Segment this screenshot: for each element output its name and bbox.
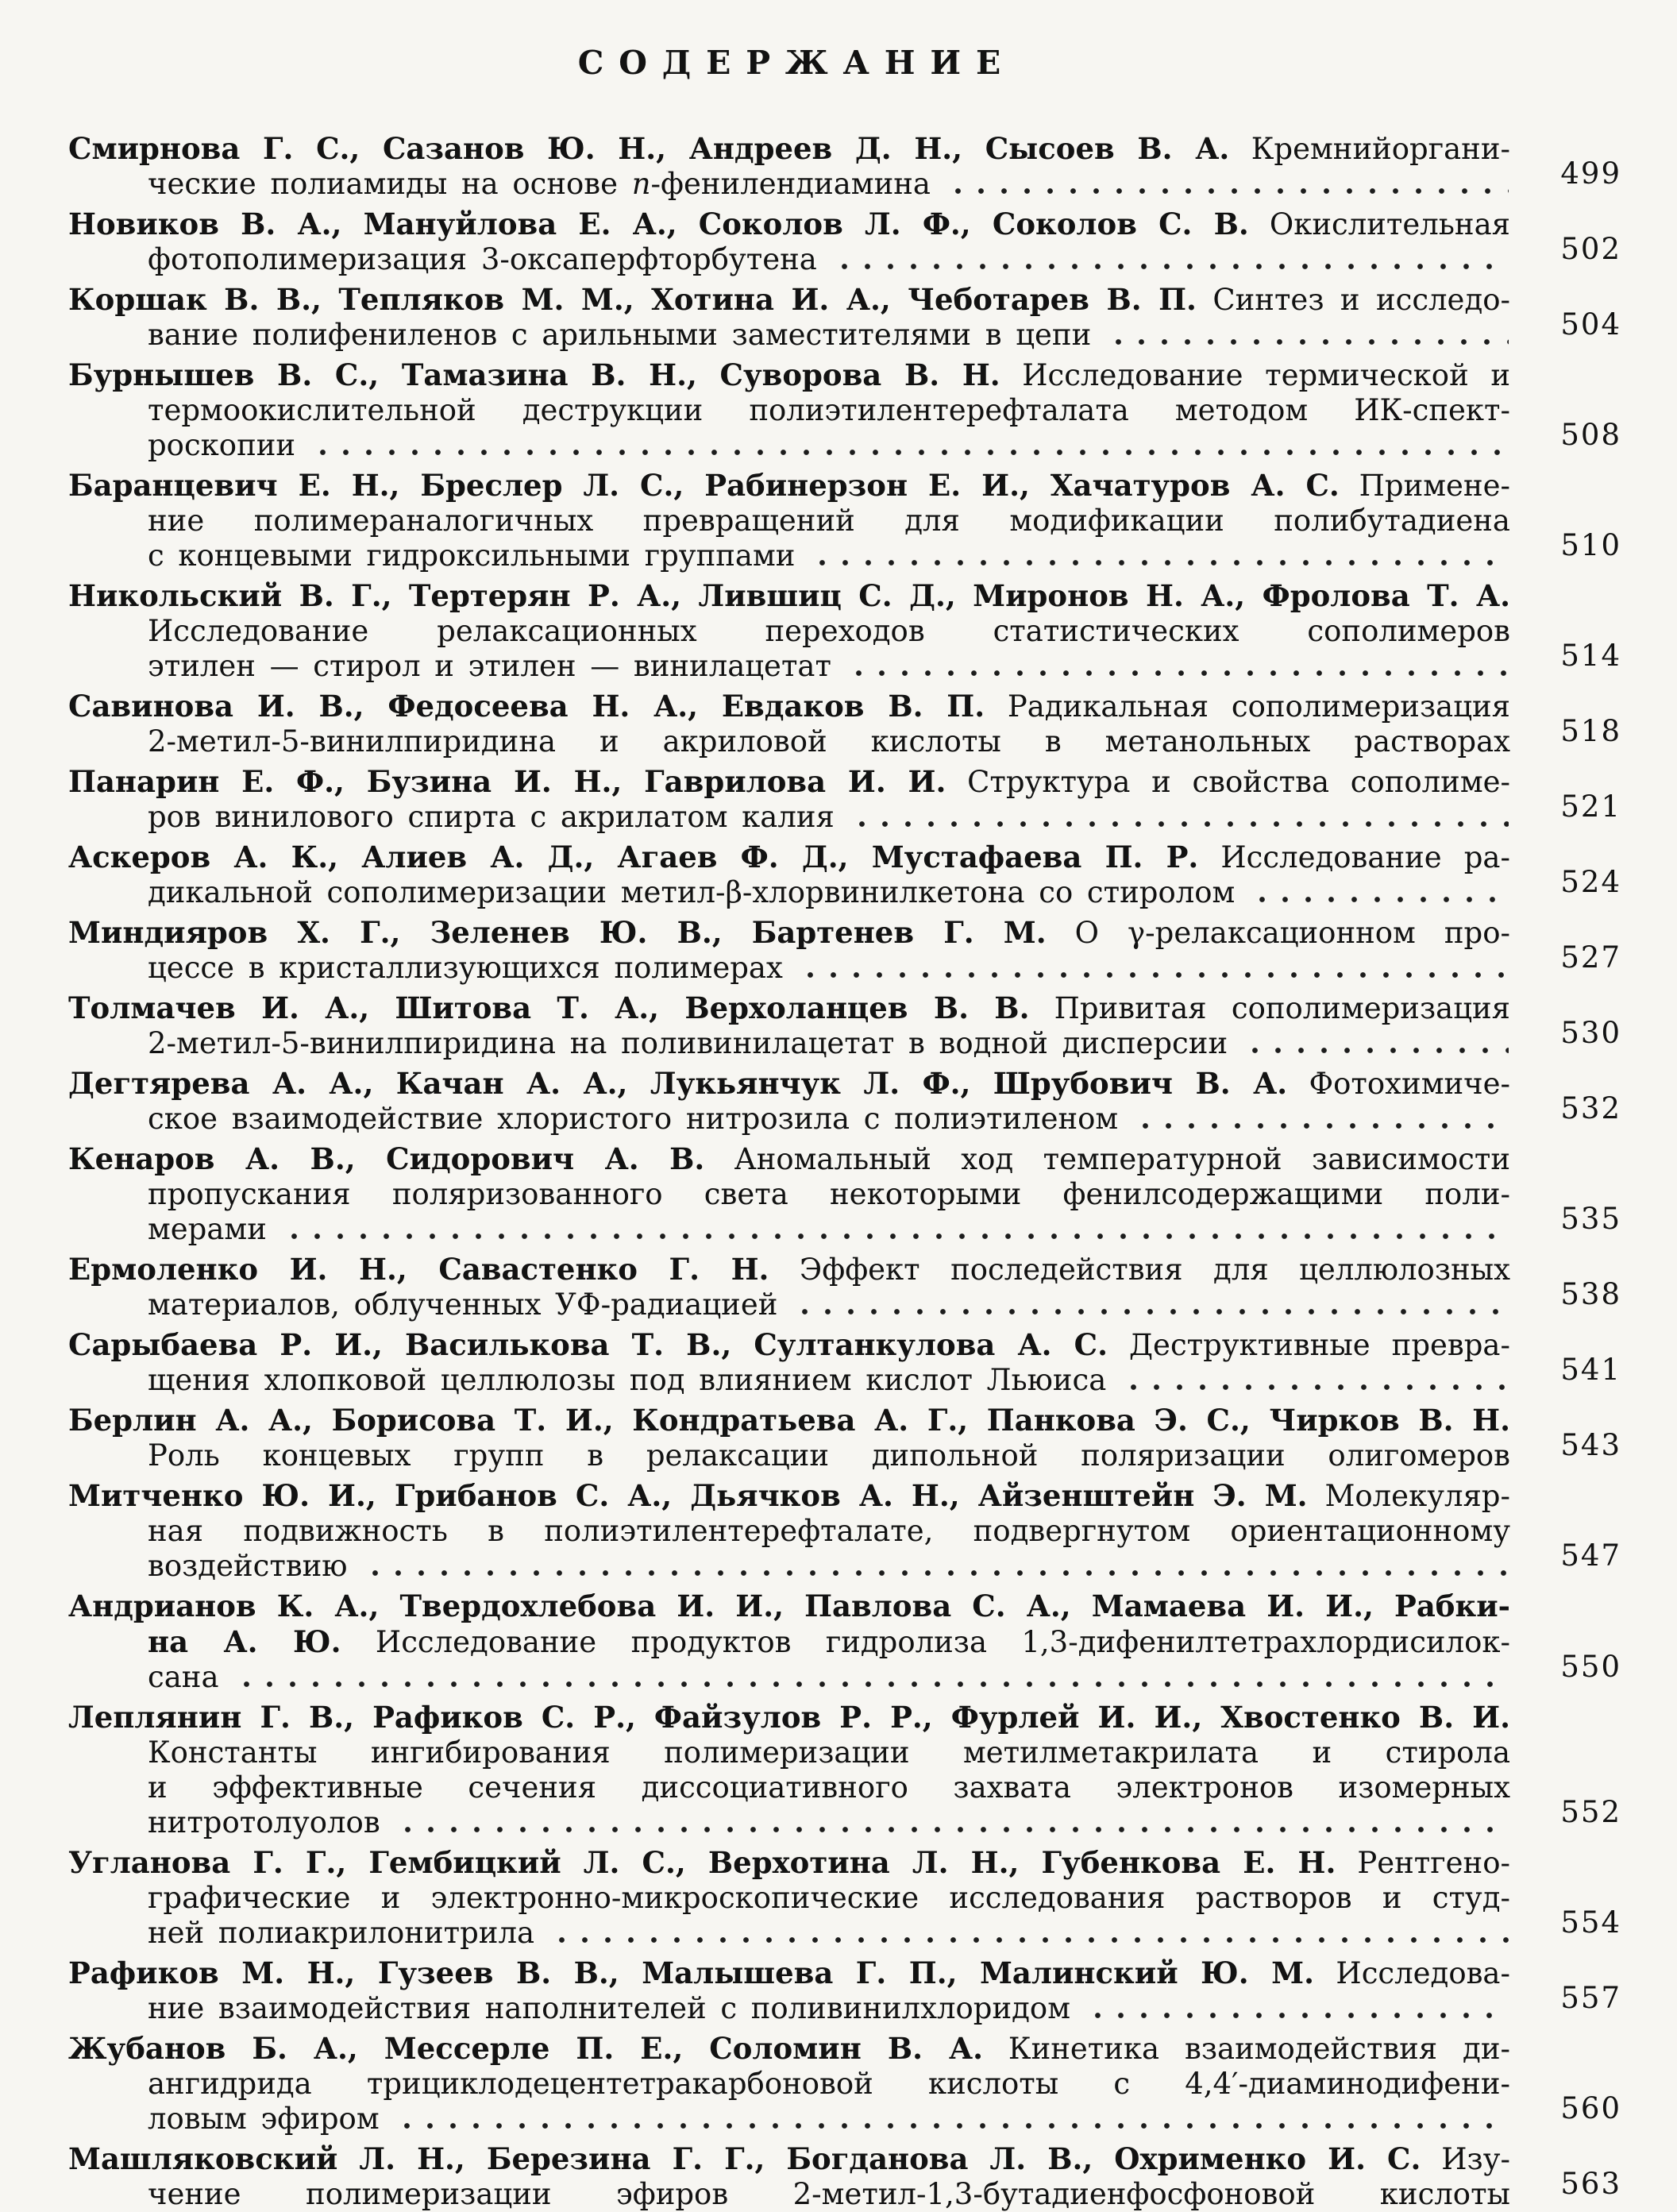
toc-line-text xyxy=(148,1287,777,1322)
toc-title-text: n xyxy=(631,167,651,201)
toc-line-text xyxy=(148,428,295,463)
toc-title-text: ная подвижность в полиэтилентерефталате, подвергнутом ориентационному xyxy=(148,1514,1510,1548)
toc-line-text xyxy=(68,1700,1510,1735)
toc-line-text xyxy=(148,1805,380,1840)
toc-entry-text xyxy=(68,840,1510,910)
toc-entry xyxy=(68,1700,1621,1840)
toc-title-text: Деструктивные превра- xyxy=(1107,1328,1510,1362)
toc-entry xyxy=(68,990,1621,1061)
toc-page-number: 508 xyxy=(1560,418,1621,452)
toc-page-number: 560 xyxy=(1560,2091,1621,2125)
toc-title-text: Роль концевых групп в релаксации дипольной поляризации олигомеров xyxy=(148,1438,1510,1473)
toc-page-number: 554 xyxy=(1560,1905,1621,1940)
dot-leader xyxy=(788,1287,1509,1322)
toc-line-text xyxy=(148,318,1091,353)
toc-title-text: Аномальный ход температурной зависимости xyxy=(704,1142,1510,1176)
toc-title-text: щения хлопковой целлюлозы под влиянием кислот Льюиса xyxy=(148,1363,1107,1397)
toc-title-text: ние полимераналогичных превращений для модификации полибутадиена xyxy=(148,504,1510,538)
toc-line-text xyxy=(68,469,1510,503)
toc-authors: Андрианов К. А., Твердохлебова И. И., Павлова С. А., Мамаева И. И., Рабки- xyxy=(68,1589,1510,1623)
toc-title-text: Кинетика взаимодействия ди- xyxy=(983,2032,1510,2066)
toc-entry-text xyxy=(68,2141,1510,2212)
dot-leader xyxy=(306,428,1509,463)
toc-line-text xyxy=(148,1625,1510,1659)
toc-line xyxy=(68,800,1510,835)
toc-line xyxy=(68,840,1510,875)
toc-title-text: 2-метил-5-винилпиридина и акриловой кислоты в метанольных растворах xyxy=(148,724,1510,759)
toc-authors: Дегтярева А. А., Качан А. А., Лукьянчук Л. Ф., Шрубович В. А. xyxy=(68,1066,1288,1101)
toc-line-text xyxy=(68,1142,1510,1176)
toc-title-text: термоокислительной деструкции полиэтилентерефталата методом ИК-спект- xyxy=(148,393,1510,427)
toc-entry xyxy=(68,1327,1621,1398)
toc-line-text xyxy=(148,1770,1510,1805)
toc-line-text xyxy=(148,2067,1510,2101)
toc-title-text: с концевыми гидроксильными группами xyxy=(148,539,796,573)
toc-line-text xyxy=(68,840,1510,874)
toc-title-text: ловым эфиром xyxy=(148,2102,380,2136)
toc-entry-text xyxy=(68,1403,1510,1473)
dot-leader xyxy=(546,1916,1509,1951)
toc-title-text: Молекуляр- xyxy=(1307,1479,1510,1513)
toc-line-text xyxy=(148,800,835,835)
toc-line xyxy=(68,1327,1510,1363)
toc-line xyxy=(68,1624,1510,1660)
toc-line xyxy=(68,1252,1510,1287)
toc-entry-text xyxy=(68,1589,1510,1695)
toc-title-text: Окислительная xyxy=(1248,207,1510,241)
toc-authors: Савинова И. В., Федосеева Н. А., Евдаков В. П. xyxy=(68,689,985,724)
toc-authors: Леплянин Г. В., Рафиков С. Р., Файзулов Р. Р., Фурлей И. И., Хвостенко В. И. xyxy=(68,1700,1510,1735)
toc-line xyxy=(68,393,1510,428)
toc-title-text: фотополимеризация 3-оксаперфторбутена xyxy=(148,242,817,276)
toc-title-text: вание полифениленов с арильными заместителями в цепи xyxy=(148,318,1092,352)
toc-line xyxy=(68,578,1510,614)
dot-leader xyxy=(794,951,1509,986)
toc-line xyxy=(68,1177,1510,1212)
toc-line xyxy=(68,1403,1510,1438)
toc-title-text: чение полимеризации эфиров 2-метил-1,3-бутадиенфосфоновой кислоты xyxy=(148,2177,1510,2211)
toc-line-text xyxy=(68,132,1510,166)
toc-line xyxy=(68,282,1510,318)
toc-line xyxy=(68,1549,1510,1584)
toc-page-number: 510 xyxy=(1560,528,1621,562)
toc-line-text xyxy=(148,1916,534,1951)
toc-title-text: ние взаимодействия наполнителей с поливинилхлоридом xyxy=(148,1991,1070,2025)
toc-title-text: ческие полиамиды на основе xyxy=(148,167,632,201)
dot-leader xyxy=(1117,1363,1509,1398)
toc-line xyxy=(68,724,1510,759)
toc-authors: Бурнышев В. С., Тамазина В. Н., Суворова В. Н. xyxy=(68,357,1000,392)
toc-title-text: ров винилового спирта с акрилатом калия xyxy=(148,800,835,834)
toc-line xyxy=(68,1916,1510,1951)
toc-line xyxy=(68,1026,1510,1061)
dot-leader xyxy=(278,1212,1509,1247)
toc-page-number: 557 xyxy=(1560,1981,1621,2015)
toc-entry-text xyxy=(68,207,1510,277)
toc-entry xyxy=(68,578,1621,684)
toc-line xyxy=(68,2067,1510,2102)
toc-page-number: 543 xyxy=(1560,1428,1621,1462)
toc-line-text xyxy=(148,1026,1228,1061)
toc-title-text: нитротолуолов xyxy=(148,1805,380,1839)
toc-authors: Толмачев И. А., Шитова Т. А., Верхоланцев В. В. xyxy=(68,990,1030,1025)
toc-line xyxy=(68,1066,1510,1102)
toc-entry xyxy=(68,357,1621,463)
toc-line-text xyxy=(148,1549,348,1584)
toc-line-text xyxy=(148,504,1510,538)
toc-entry xyxy=(68,840,1621,910)
toc-page-number: 524 xyxy=(1560,865,1621,899)
toc-authors: Жубанов Б. А., Мессерле П. Е., Соломин В. А. xyxy=(68,2031,984,2066)
toc-page-number: 530 xyxy=(1560,1016,1621,1050)
toc-authors: Никольский В. Г., Тертерян Р. А., Лившиц С. Д., Миронов Н. А., Фролова Т. А. xyxy=(68,578,1510,613)
toc-line xyxy=(68,242,1510,277)
toc-title-text: Исследование ра- xyxy=(1198,840,1510,874)
toc-title-text: Структура и свойства сополиме- xyxy=(946,765,1510,799)
toc-line xyxy=(68,539,1510,573)
toc-line-text xyxy=(68,689,1510,724)
toc-line-text xyxy=(148,539,795,573)
toc-entry-text xyxy=(68,468,1510,573)
toc-title-text: Кремнийоргани- xyxy=(1229,132,1510,166)
toc-line-text xyxy=(148,167,931,202)
toc-line xyxy=(68,1845,1510,1881)
toc-line xyxy=(68,1589,1510,1624)
toc-title-text: Исследование термической и xyxy=(1000,358,1510,392)
toc-title-text: Привитая сополимеризация xyxy=(1029,991,1510,1025)
dot-leader xyxy=(1246,875,1509,910)
toc-entry-text xyxy=(68,1066,1510,1137)
toc-line-text xyxy=(148,614,1510,648)
toc-line-text xyxy=(148,1660,219,1695)
toc-line-text xyxy=(68,1403,1510,1438)
toc-title-text: Изу- xyxy=(1421,2142,1510,2176)
dot-leader xyxy=(1081,1991,1509,2026)
toc-entry xyxy=(68,764,1621,835)
toc-entry xyxy=(68,207,1621,277)
toc-authors: Аскеров А. К., Алиев А. Д., Агаев Ф. Д., Мустафаева П. Р. xyxy=(68,840,1199,874)
page-title: СОДЕРЖАНИЕ xyxy=(577,44,1016,82)
toc-entry xyxy=(68,1252,1621,1322)
dot-leader xyxy=(1129,1102,1509,1137)
toc-line-text xyxy=(68,1253,1510,1287)
toc-entry-text xyxy=(68,990,1510,1061)
toc-line-text xyxy=(68,2032,1510,2066)
toc-line xyxy=(68,764,1510,800)
toc-title-text: дикальной сополимеризации метил-β-хлорвинилкетона со стиролом xyxy=(148,875,1236,909)
dot-leader xyxy=(1239,1026,1509,1061)
toc-page-number: 538 xyxy=(1560,1277,1621,1311)
toc-authors: Митченко Ю. И., Грибанов С. А., Дьячков А. Н., Айзенштейн Э. М. xyxy=(68,1478,1308,1513)
toc-authors: Миндияров Х. Г., Зеленев Ю. В., Бартенев Г. М. xyxy=(68,915,1047,950)
toc-line-text xyxy=(148,1991,1070,2026)
toc-line xyxy=(68,1478,1510,1514)
toc-line xyxy=(68,357,1510,393)
toc-entry xyxy=(68,1066,1621,1137)
toc-line xyxy=(68,2141,1510,2177)
toc-authors: Сарыбаева Р. И., Василькова Т. В., Султанкулова А. С. xyxy=(68,1327,1108,1362)
toc-title-text: и эффективные сечения диссоциативного захвата электронов изомерных xyxy=(148,1770,1510,1805)
toc-line xyxy=(68,1991,1510,2026)
toc-authors: Берлин А. А., Борисова Т. И., Кондратьева А. Г., Панкова Э. С., Чирков В. Н. xyxy=(68,1403,1510,1438)
toc-title-text: этилен — стирол и этилен — винилацетат xyxy=(148,649,831,683)
toc-line xyxy=(68,1770,1510,1805)
dot-leader xyxy=(842,649,1509,684)
toc-line-text xyxy=(68,579,1510,613)
toc-title-text: Рентгено- xyxy=(1336,1846,1510,1880)
toc-line xyxy=(68,1287,1510,1322)
toc-title-text: 2-метил-5-винилпиридина на поливинилацетат в водной дисперсии xyxy=(148,1026,1228,1060)
toc-line-text xyxy=(148,393,1510,427)
toc-entry xyxy=(68,1955,1621,2026)
toc-line xyxy=(68,990,1510,1026)
toc-title-text: ней полиакрилонитрила xyxy=(148,1916,535,1950)
dot-leader xyxy=(359,1549,1509,1584)
toc-line xyxy=(68,1438,1510,1473)
toc-title-text: Радикальная сополимеризация xyxy=(985,689,1510,724)
toc-entry-text xyxy=(68,578,1510,684)
toc-line xyxy=(68,614,1510,649)
toc-title-text: Примене- xyxy=(1339,469,1511,503)
toc-authors: Коршак В. В., Тепляков М. М., Хотина И. А., Чеботарев В. П. xyxy=(68,282,1197,317)
toc-line xyxy=(68,1805,1510,1840)
toc-line-text xyxy=(68,1067,1510,1101)
toc-entry-text xyxy=(68,1327,1510,1398)
toc-authors: Рафиков М. Н., Гузеев В. В., Малышева Г. П., Малинский Ю. М. xyxy=(68,1955,1315,1990)
toc-line-text xyxy=(148,242,817,277)
toc-page-number: 547 xyxy=(1560,1538,1621,1573)
dot-leader xyxy=(391,2102,1509,2137)
toc-line xyxy=(68,2177,1510,2212)
toc-page-number: 527 xyxy=(1560,940,1621,975)
toc-entry xyxy=(68,1403,1621,1473)
toc-page-number: 504 xyxy=(1560,307,1621,342)
toc-title-text: роскопии xyxy=(148,428,296,462)
toc-line xyxy=(68,1700,1510,1735)
toc-line-text xyxy=(68,1328,1510,1362)
toc-page-number: 541 xyxy=(1560,1353,1621,1387)
toc-line xyxy=(68,131,1510,167)
toc-title-text: Исследова- xyxy=(1314,1956,1510,1990)
toc-line xyxy=(68,1514,1510,1549)
dot-leader xyxy=(391,1805,1509,1840)
toc-line xyxy=(68,1102,1510,1137)
toc-authors: Смирнова Г. С., Сазанов Ю. Н., Андреев Д. Н., Сысоев В. А. xyxy=(68,131,1230,166)
toc-entry-text xyxy=(68,1700,1510,1840)
toc-line xyxy=(68,915,1510,951)
toc-line-text xyxy=(148,649,831,684)
toc-entry-text xyxy=(68,689,1510,759)
toc-title-text: Фотохимиче- xyxy=(1287,1067,1511,1101)
toc-title-text: ское взаимодействие хлористого нитрозила с полиэтиленом xyxy=(148,1102,1119,1136)
toc-page-number: 518 xyxy=(1560,714,1621,748)
toc-line-text xyxy=(148,1177,1510,1211)
toc-line-text xyxy=(68,1589,1510,1623)
toc-line-text xyxy=(148,2177,1510,2211)
toc-title-text: О γ-релаксационном про- xyxy=(1046,916,1511,950)
toc-page-number: 514 xyxy=(1560,639,1621,673)
toc-entry-text xyxy=(68,764,1510,835)
toc-title-text: пропускания поляризованного света некоторыми фенилсодержащими поли- xyxy=(148,1177,1510,1211)
toc-line-text xyxy=(68,1846,1510,1880)
toc-title-text: -фенилендиамина xyxy=(650,167,931,201)
toc-page-number: 552 xyxy=(1560,1795,1621,1829)
toc-line-text xyxy=(148,1735,1510,1770)
toc-line-text xyxy=(68,283,1510,317)
toc-line-text xyxy=(148,1514,1510,1548)
toc-entry-text xyxy=(68,1478,1510,1584)
toc-line-text xyxy=(148,1363,1106,1398)
toc-title-text: ангидрида трициклодецентетракарбоновой кислоты с 4,4′-диаминодифени- xyxy=(148,2067,1510,2101)
toc-line xyxy=(68,649,1510,684)
toc-authors: Ермоленко И. Н., Савастенко Г. Н. xyxy=(68,1252,769,1287)
toc-line-text xyxy=(68,2142,1510,2176)
toc-line xyxy=(68,1955,1510,1991)
toc-authors: Угланова Г. Г., Гембицкий Л. С., Верхотина Л. Н., Губенкова Е. Н. xyxy=(68,1845,1336,1880)
toc-authors: Баранцевич Е. Н., Бреслер Л. С., Рабинерзон Е. И., Хачатуров А. С. xyxy=(68,468,1340,503)
toc-entries xyxy=(68,131,1621,2212)
toc-page-number: 535 xyxy=(1560,1202,1621,1236)
toc-entry xyxy=(68,2141,1621,2212)
toc-line-text xyxy=(148,951,783,986)
toc-title-text: Исследование продуктов гидролиза 1,3-дифенилтетрахлордисилок- xyxy=(341,1625,1510,1659)
toc-entry xyxy=(68,1141,1621,1247)
toc-line-text xyxy=(68,207,1510,241)
toc-line xyxy=(68,167,1510,202)
toc-line xyxy=(68,1735,1510,1770)
toc-line xyxy=(68,207,1510,242)
toc-title-text: мерами xyxy=(148,1212,267,1246)
toc-page-number: 532 xyxy=(1560,1091,1621,1125)
toc-line-text xyxy=(148,1212,267,1247)
toc-page-number: 499 xyxy=(1560,156,1621,191)
toc-line xyxy=(68,689,1510,724)
toc-entry-text xyxy=(68,1845,1510,1951)
toc-line-text xyxy=(68,1479,1510,1513)
toc-line xyxy=(68,468,1510,504)
toc-title-text: материалов, облученных УФ-радиацией xyxy=(148,1287,778,1322)
toc-entry-text xyxy=(68,131,1510,202)
toc-line xyxy=(68,1660,1510,1695)
toc-line-text xyxy=(148,875,1235,910)
toc-entry xyxy=(68,1845,1621,1951)
toc-line-text xyxy=(148,2102,380,2137)
toc-entry xyxy=(68,689,1621,759)
dot-leader xyxy=(806,539,1509,573)
toc-entry xyxy=(68,468,1621,573)
toc-entry xyxy=(68,1478,1621,1584)
toc-line xyxy=(68,2031,1510,2067)
toc-title-text: Константы ингибирования полимеризации метилметакрилата и стирола xyxy=(148,1735,1510,1770)
toc-entry-text xyxy=(68,1955,1510,2026)
dot-leader xyxy=(942,167,1509,202)
toc-entry-text xyxy=(68,915,1510,986)
toc-page-number: 521 xyxy=(1560,789,1621,824)
toc-line xyxy=(68,1212,1510,1247)
toc-line-text xyxy=(68,916,1510,950)
toc-title-text: Эффект последействия для целлюлозных xyxy=(769,1253,1510,1287)
dot-leader xyxy=(828,242,1509,277)
toc-authors: Панарин Е. Ф., Бузина И. Н., Гаврилова И. И. xyxy=(68,764,946,799)
toc-line-text xyxy=(68,358,1510,392)
toc-line xyxy=(68,428,1510,463)
toc-line xyxy=(68,951,1510,986)
toc-authors: на А. Ю. xyxy=(148,1624,341,1659)
toc-line xyxy=(68,504,1510,539)
dot-leader xyxy=(1102,318,1509,353)
toc-title-text: Исследование релаксационных переходов статистических сополимеров xyxy=(148,614,1510,648)
toc-line xyxy=(68,1141,1510,1177)
toc-authors: Новиков В. А., Мануйлова Е. А., Соколов Л. Ф., Соколов С. В. xyxy=(68,207,1249,241)
toc-line xyxy=(68,1881,1510,1916)
toc-entry xyxy=(68,915,1621,986)
toc-entry xyxy=(68,131,1621,202)
toc-entry xyxy=(68,1589,1621,1695)
toc-authors: Машляковский Л. Н., Березина Г. Г., Богданова Л. В., Охрименко И. С. xyxy=(68,2141,1421,2176)
toc-line-text xyxy=(148,1881,1510,1915)
dot-leader xyxy=(846,800,1509,835)
toc-entry-text xyxy=(68,2031,1510,2137)
toc-entry xyxy=(68,282,1621,353)
toc-entry-text xyxy=(68,357,1510,463)
toc-line xyxy=(68,875,1510,910)
toc-page-number: 502 xyxy=(1560,232,1621,266)
toc-line-text xyxy=(68,765,1510,799)
dot-leader xyxy=(230,1660,1509,1695)
toc-entry-text xyxy=(68,282,1510,353)
toc-title-text: графические и электронно-микроскопические исследования растворов и студ- xyxy=(148,1881,1510,1915)
toc-title-text: воздействию xyxy=(148,1549,348,1583)
toc-line xyxy=(68,318,1510,353)
toc-line-text xyxy=(148,1102,1118,1137)
toc-title-text: сана xyxy=(148,1660,219,1694)
toc-page-number: 550 xyxy=(1560,1650,1621,1684)
toc-entry-text xyxy=(68,1141,1510,1247)
toc-line-text xyxy=(148,1438,1510,1473)
toc-entry-text xyxy=(68,1252,1510,1322)
toc-entry xyxy=(68,2031,1621,2137)
toc-line-text xyxy=(148,724,1510,759)
toc-title-text: цессе в кристаллизующихся полимерах xyxy=(148,951,783,985)
toc-authors: Кенаров А. В., Сидорович А. В. xyxy=(68,1141,705,1176)
toc-title-text: Синтез и исследо- xyxy=(1196,283,1511,317)
toc-line xyxy=(68,1363,1510,1398)
toc-line xyxy=(68,2102,1510,2137)
toc-line-text xyxy=(68,1956,1510,1990)
toc-line-text xyxy=(68,991,1510,1025)
toc-page-number: 563 xyxy=(1560,2167,1621,2201)
